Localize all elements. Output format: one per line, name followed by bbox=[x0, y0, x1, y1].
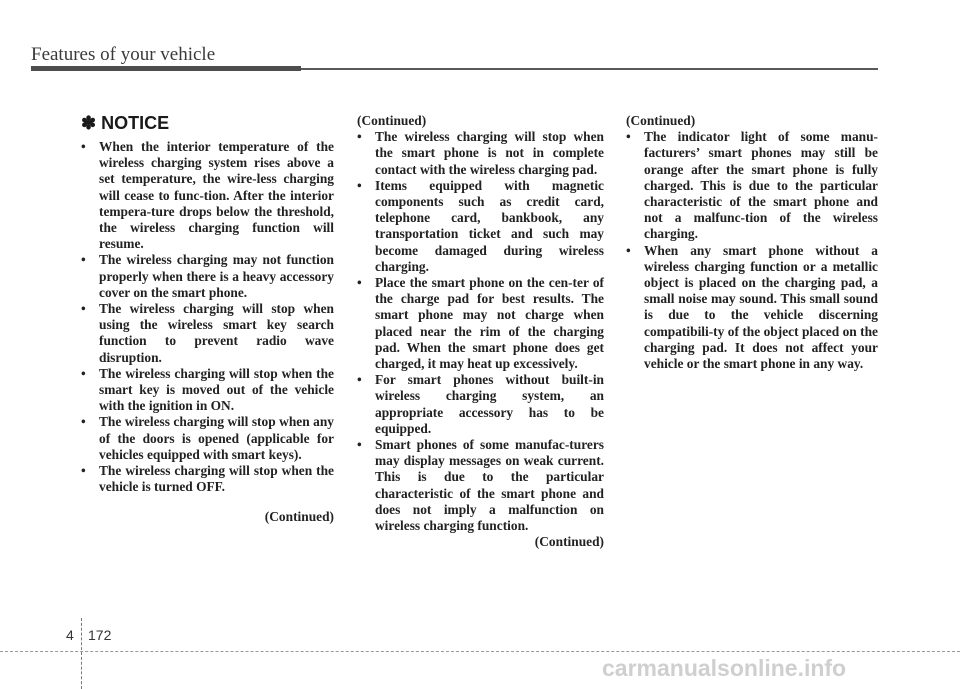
bullet-item: • When any smart phone without a wireless charging function or a metallic object is placed on the charging pad, a small noise may sound. This small sound is due to the vehicle discerning compatibili-ty of the object placed on the charging pad. It does not affect your vehicle or the smart phone in any way. bbox=[626, 243, 878, 373]
column-2 bbox=[357, 113, 604, 550]
column-1 bbox=[81, 113, 334, 526]
continued-label: (Continued) bbox=[534, 534, 604, 550]
bullet-item: • Smart phones of some manufac-turers may display messages on weak current. This is due to the particular characteristic of the smart phone and does not imply a malfunction on wireless charging function. bbox=[357, 437, 604, 534]
notice-title: NOTICE bbox=[101, 113, 170, 133]
column-2-bullet-list bbox=[357, 129, 604, 534]
bullet-item: • The wireless charging will stop when using the wireless smart key search function to prevent radio wave disruption. bbox=[81, 301, 334, 366]
continued-label: (Continued) bbox=[626, 113, 696, 128]
notice-star-icon: ✽ bbox=[81, 113, 97, 133]
footer-crop-line-vertical bbox=[81, 618, 82, 689]
bullet-item: • The indicator light of some manu-facturers’ smart phones may still be orange after the smart phone is fully charged. This is due to the particular characteristic of the smart phone and not a malfunc-tion of the wireless charging. bbox=[626, 129, 878, 242]
watermark: carmanualsonline.info bbox=[602, 655, 847, 681]
column-3 bbox=[626, 113, 878, 372]
bullet-item: • The wireless charging may not function properly when there is a heavy accessory cover on the smart phone. bbox=[81, 252, 334, 301]
bullet-item: • Place the smart phone on the cen-ter of the charge pad for best results. The smart phone may not charge when placed near the rim of the charging pad. When the smart phone does get charged, it may heat up excessively. bbox=[357, 275, 604, 372]
continued-label: (Continued) bbox=[264, 509, 334, 525]
page-header-title: Features of your vehicle bbox=[31, 44, 216, 65]
chapter-number: 4 bbox=[66, 627, 74, 643]
bullet-item: • Items equipped with magnetic components such as credit card, telephone card, bankbook, any transportation ticket and such may become damaged during wireless charging. bbox=[357, 178, 604, 275]
column-3-bullet-list bbox=[626, 129, 878, 372]
header-rule-thin bbox=[301, 68, 878, 70]
bullet-item: • The wireless charging will stop when the vehicle is turned OFF. bbox=[81, 463, 334, 495]
notice-heading bbox=[81, 113, 334, 133]
header-rule-thick bbox=[31, 66, 301, 71]
page-number: 172 bbox=[88, 627, 112, 643]
continued-label: (Continued) bbox=[357, 113, 427, 128]
bullet-item: • The wireless charging will stop when any of the doors is opened (applicable for vehicles equipped with smart keys). bbox=[81, 414, 334, 463]
bullet-item: • For smart phones without built-in wireless charging system, an appropriate accessory has to be equipped. bbox=[357, 372, 604, 437]
bullet-item: • When the interior temperature of the wireless charging system rises above a set temperature, the wire-less charging will cease to func-tion. After the interior tempera-ture drops below the threshold, the wireless charging function will resume. bbox=[81, 139, 334, 252]
bullet-item: • The wireless charging will stop when the smart phone is not in complete contact with the wireless charging pad. bbox=[357, 129, 604, 178]
footer-crop-line-horizontal bbox=[0, 651, 960, 652]
column-1-bullet-list bbox=[81, 139, 334, 495]
bullet-item: • The wireless charging will stop when the smart key is moved out of the vehicle with the ignition in ON. bbox=[81, 366, 334, 415]
